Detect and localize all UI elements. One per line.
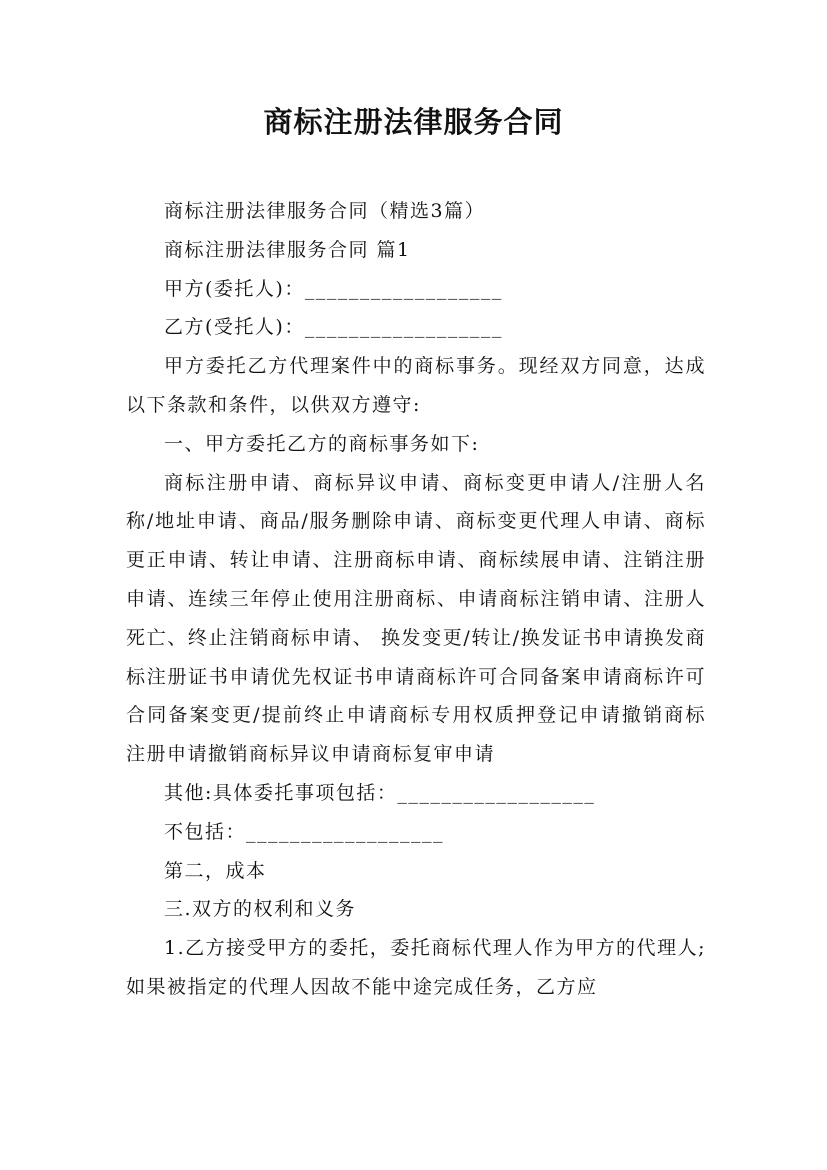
paragraph-excluded: 不包括：__________________ — [164, 820, 445, 843]
paragraph-clause-1-heading: 一、甲方委托乙方的商标事务如下: — [164, 432, 480, 455]
paragraph-party-b: 乙方(受托人)：__________________ — [164, 316, 503, 339]
paragraph-clause-2-heading: 第二，成本 — [164, 859, 267, 882]
paragraph-clause-3-heading: 三.双方的权利和义务 — [164, 898, 357, 921]
paragraph-clause-3-item-1: 1.乙方接受甲方的委托，委托商标代理人作为甲方的代理人;如果被指定的代理人因故不能中途完成任务，乙方应 — [126, 937, 706, 998]
document-title: 商标注册法律服务合同 — [263, 105, 564, 139]
paragraph-section-heading: 商标注册法律服务合同 篇1 — [164, 238, 411, 261]
paragraph-party-a: 甲方(委托人)：__________________ — [164, 277, 503, 300]
paragraph-subtitle: 商标注册法律服务合同（精选3篇） — [164, 200, 486, 222]
document-body — [126, 192, 706, 1007]
paragraph-other-matters: 其他:具体委托事项包括：__________________ — [164, 781, 596, 804]
paragraph-intro: 甲方委托乙方代理案件中的商标事务。现经双方同意，达成以下条款和条件，以供双方遵守: — [126, 355, 706, 416]
paragraph-trademark-matters: 商标注册申请、商标异议申请、商标变更申请人/注册人名称/地址申请、商品/服务删除申请、商标变更代理人申请、商标更正申请、转让申请、注册商标申请、商标续展申请、注销注册申请、连续三年停止使用注册商标、申请商标注销申请、注册人死亡、终止注销商标申请、 换发变更/转让/换发证书申请换发商标注册证书申请优先权证书申请商标许可合同备案申请商标许可合同备案变更/提前终止申请商标专用权质押登记申请撤销商标注册申请撤销商标异议申请商标复审申请 — [126, 471, 706, 766]
